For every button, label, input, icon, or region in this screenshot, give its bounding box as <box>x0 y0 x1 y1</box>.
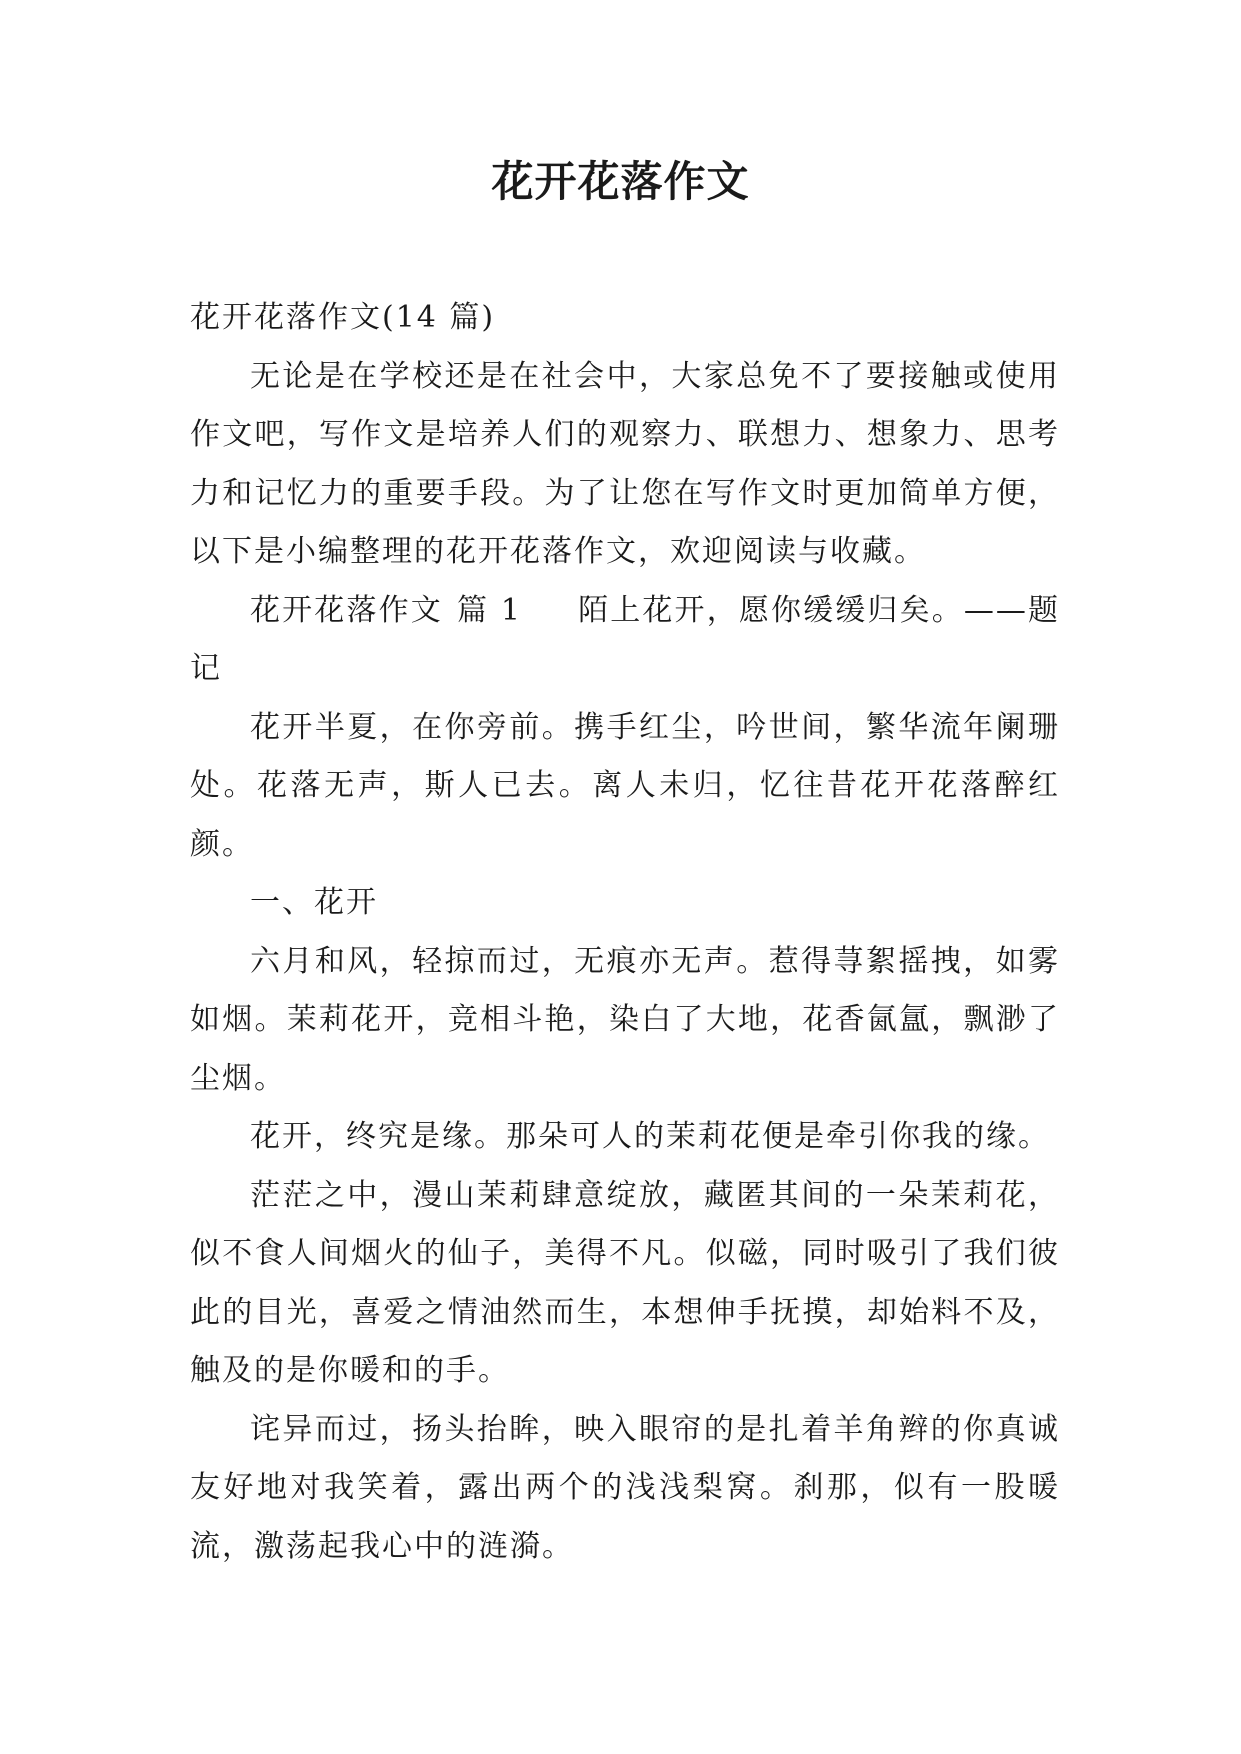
essay-heading-paragraph <box>190 582 1060 699</box>
body-paragraph: 花开，终究是缘。那朵可人的茉莉花便是牵引你我的缘。 <box>250 1119 1050 1154</box>
document-title: 花开花落作文 <box>491 157 750 206</box>
body-paragraph: 六月和风，轻掠而过，无痕亦无声。惹得荨絮摇拽，如雾如烟。茉莉花开，竞相斗艳，染白了大地，花香氤氲，飘渺了尘烟。 <box>190 943 1060 1096</box>
body-paragraph: 茫茫之中，漫山茉莉肆意绽放，藏匿其间的一朵茉莉花，似不食人间烟火的仙子，美得不凡。似磁，同时吸引了我们彼此的目光，喜爱之情油然而生，本想伸手抚摸，却始料不及，触及的是你暖和的手。 <box>190 1177 1060 1388</box>
body-paragraph: 花开半夏，在你旁前。携手红尘，吟世间，繁华流年阑珊处。花落无声，斯人已去。离人未归，忆往昔花开花落醉红颜。 <box>190 709 1060 862</box>
section-heading: 一、花开 <box>250 885 378 920</box>
document-body <box>190 289 1060 1576</box>
body-paragraph: 诧异而过，扬头抬眸，映入眼帘的是扎着羊角辫的你真诚友好地对我笑着，露出两个的浅浅梨窝。刹那，似有一股暖流，激荡起我心中的涟漪。 <box>190 1411 1060 1564</box>
essay-epigraph: 陌上花开，愿你缓缓归矣。——题记 <box>190 592 1061 686</box>
document-subtitle: 花开花落作文(14 篇) <box>190 300 496 335</box>
essay-label: 花开花落作文 <box>250 592 443 628</box>
intro-paragraph: 无论是在学校还是在社会中，大家总免不了要接触或使用作文吧，写作文是培养人们的观察力、联想力、想象力、思考力和记忆力的重要手段。为了让您在写作文时更加简单方便，以下是小编整理的花开花落作文，欢迎阅读与收藏。 <box>190 358 1060 569</box>
essay-number: 篇 1 <box>456 592 522 628</box>
